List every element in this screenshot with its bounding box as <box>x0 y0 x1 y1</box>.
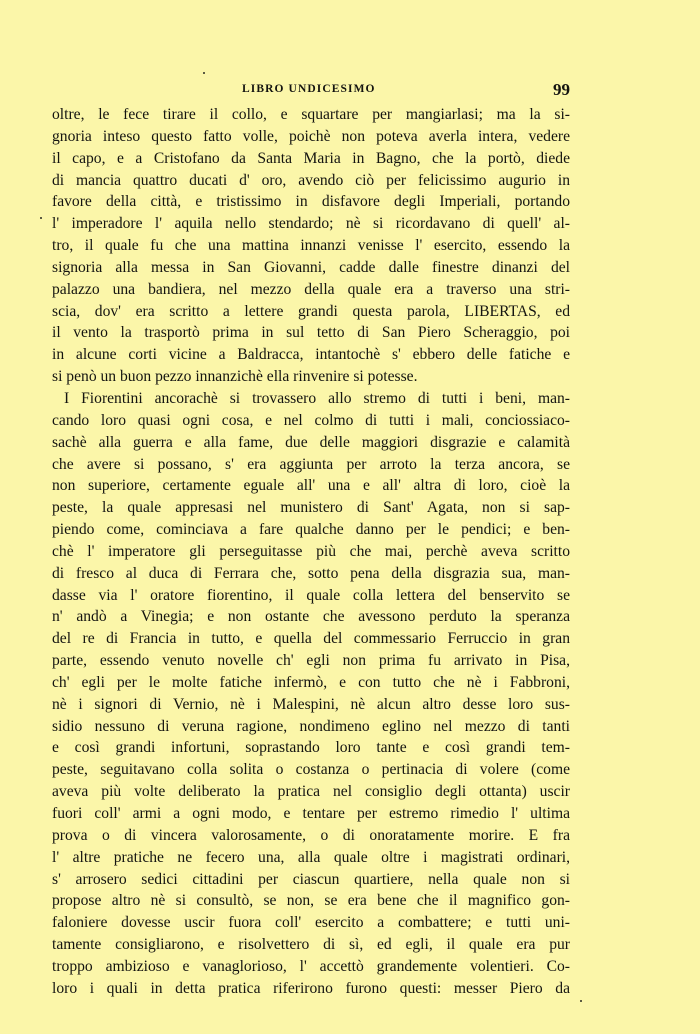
text-line: piendo come, cominciava a fare qualche danno per le pendici; e ben- <box>52 521 570 539</box>
text-line: ch' egli per le molte fatiche infermò, e con tutto che nè i Fabbroni, <box>52 673 570 691</box>
text-line: troppo ambizioso e vanaglorioso, l' accettò grandemente volentieri. Co- <box>52 957 570 975</box>
text-line: di mancia quattro ducati d' oro, avendo ciò per felicissimo augurio in <box>52 171 570 189</box>
text-line: gnoria inteso questo fatto volle, poichè non poteva averla intera, vedere <box>52 127 570 145</box>
running-header <box>52 80 572 102</box>
text-line: l' altre pratiche ne fecero una, alla quale oltre i magistrati ordinari, <box>52 848 570 866</box>
text-line: faloniere dovesse uscir fuora coll' esercito a combattere; e tutti uni- <box>52 914 570 932</box>
text-line: che avere si possano, s' era aggiunta per arroto la terza ancora, se <box>52 455 570 473</box>
text-line: nè i signori di Vernio, nè i Malespini, nè alcun altro desse loro sus- <box>52 695 570 713</box>
text-line: sachè alla guerra e alla fame, due delle maggiori disgrazie e calamità <box>52 433 570 451</box>
text-line: tamente consigliarono, e risolvettero di sì, ed egli, il quale era pur <box>52 936 570 954</box>
text-line: fuori coll' armi a ogni modo, e tentare per estremo rimedio l' ultima <box>52 805 570 822</box>
text-line: l' imperadore l' aquila nello stendardo; nè si ricordavano di quell' al- <box>52 215 570 233</box>
text-line: aveva più volte deliberato la pratica nel consiglio degli ottanta) uscir <box>52 783 570 801</box>
body-text <box>52 104 570 1000</box>
text-line: scia, dov' era scritto a lettere grandi questa parola, LIBERTAS, ed <box>52 302 570 320</box>
text-line: favore della città, e tristissimo in disfavore degli Imperiali, portando <box>52 193 570 211</box>
text-line: peste, la quale appresasi nel munistero di Sant' Agata, non si sap- <box>52 499 570 517</box>
text-line: s' arrosero sedici cittadini per ciascun quartiere, nella quale non si <box>52 870 570 888</box>
text-line: in alcune corti vicine a Baldracca, intantochè s' ebbero delle fatiche e <box>52 346 570 364</box>
text-line: il vento la trasportò prima in sul tetto di San Piero Scheraggio, poi <box>52 324 570 342</box>
text-line: di fresco al duca di Ferrara che, sotto pena della disgrazia sua, man- <box>52 564 570 582</box>
print-speck <box>580 1000 582 1002</box>
text-line: prova o di vincera valorosamente, o di onoratamente morire. E fra <box>52 826 570 844</box>
text-line: oltre, le fece tirare il collo, e squartare per mangiarlasi; ma la si- <box>52 106 570 123</box>
text-line: palazzo una bandiera, nel mezzo della quale era a traverso una stri- <box>52 280 570 298</box>
text-line: del re di Francia in tutto, e quella del commessario Ferruccio in gran <box>52 630 570 648</box>
print-speck <box>40 217 42 219</box>
print-speck <box>203 72 205 74</box>
text-line: cando loro quasi ogni cosa, e nel colmo di tutti i mali, conciossiaco- <box>52 411 570 429</box>
text-line: il capo, e a Cristofano da Santa Maria in Bagno, che la portò, diede <box>52 149 570 167</box>
text-line: sidio nessuno di veruna ragione, nondimeno eglino nel mezzo di tanti <box>52 717 570 735</box>
page-number: 99 <box>553 80 570 99</box>
text-line: e così grandi infortuni, soprastando loro tante e così grandi tem- <box>52 739 570 757</box>
running-head-title: LIBRO UNDICESIMO <box>242 83 376 95</box>
text-line: n' andò a Vinegia; e non ostante che avessono perduto la speranza <box>52 608 570 626</box>
text-line: propose altro nè si consultò, se non, se era bene che il magnifico gon- <box>52 892 570 910</box>
paragraph-end-line: si penò un buon pezzo innanzichè ella rinvenire si potesse. <box>52 368 418 386</box>
text-line: parte, essendo venuto novelle ch' egli non prima fu arrivato in Pisa, <box>52 652 570 670</box>
paragraph-start-line: I Fiorentini ancorachè si trovassero allo stremo di tutti i beni, man- <box>64 389 570 407</box>
text-line: signoria alla messa in San Giovanni, cadde dalle finestre dinanzi del <box>52 258 570 276</box>
text-line: loro i quali in detta pratica riferirono furono questi: messer Piero da <box>52 979 570 997</box>
text-line: non superiore, certamente eguale all' una e all' altra di loro, cioè la <box>52 477 570 495</box>
text-line: dasse via l' oratore fiorentino, il quale colla lettera del benservito se <box>52 586 570 604</box>
text-line: chè l' imperatore gli perseguitasse più che mai, perchè aveva scritto <box>52 542 570 560</box>
text-line: peste, seguitavano colla solita o costanza o pertinacia di volere (come <box>52 761 570 779</box>
text-line: tro, il quale fu che una mattina innanzi venisse l' esercito, essendo la <box>52 237 570 255</box>
